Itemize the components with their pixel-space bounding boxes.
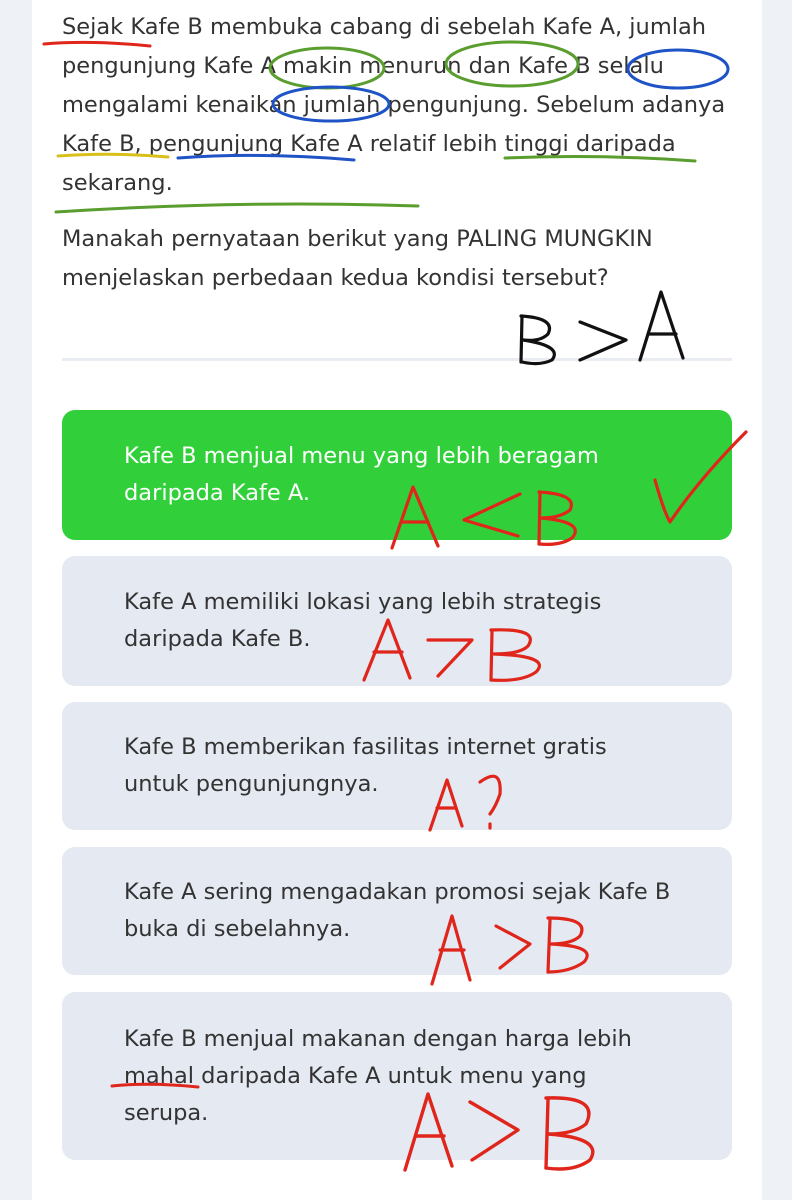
answer-option-2[interactable] — [62, 556, 732, 686]
answer-option-5-text: Kafe B menjual makanan dengan harga lebih mahal daripada Kafe A untuk menu yang serupa. — [124, 1025, 632, 1126]
question-block — [62, 8, 732, 298]
answer-option-1-text: Kafe B menjual menu yang lebih beragam daripada Kafe A. — [124, 443, 599, 506]
question-prompt: Manakah pernyataan berikut yang PALING MUNGKIN menjelaskan perbedaan kedua kondisi tersebut? — [62, 226, 653, 291]
answer-option-2-text: Kafe A memiliki lokasi yang lebih strategis daripada Kafe B. — [124, 589, 602, 652]
divider — [62, 358, 732, 361]
answer-option-4[interactable] — [62, 847, 732, 975]
answer-option-4-text: Kafe A sering mengadakan promosi sejak Kafe B buka di sebelahnya. — [124, 879, 671, 942]
answer-option-1[interactable] — [62, 410, 732, 540]
answer-option-3[interactable] — [62, 702, 732, 830]
question-passage: Sejak Kafe B membuka cabang di sebelah Kafe A, jumlah pengunjung Kafe A makin menurun dan Kafe B selalu mengalami kenaikan jumlah pengunjung. Sebelum adanya Kafe B, pengunjung Kafe A relatif lebih tinggi daripada sekarang. — [62, 14, 726, 196]
answer-option-3-text: Kafe B memberikan fasilitas internet gratis untuk pengunjungnya. — [124, 734, 607, 797]
question-card — [32, 0, 762, 1200]
answer-option-5[interactable] — [62, 992, 732, 1160]
